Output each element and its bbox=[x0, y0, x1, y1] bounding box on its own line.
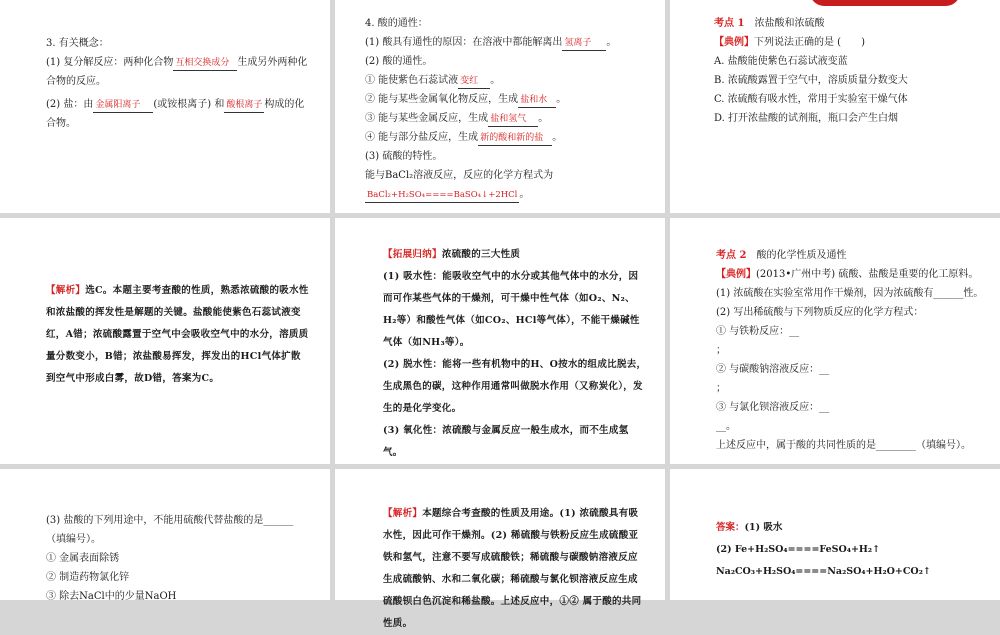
subsection-title: (2) 酸的通性。 bbox=[365, 56, 433, 67]
answer-blank: 金属阳离子 bbox=[93, 99, 153, 113]
concept-2-text: (2) 盐：由 bbox=[46, 99, 94, 110]
concept-1-cont: 合物的反应。 bbox=[46, 76, 106, 87]
exam-point-header bbox=[714, 14, 992, 33]
slide-concepts bbox=[0, 0, 330, 213]
analysis-paragraph bbox=[383, 503, 647, 635]
subsection-title-2: (3) 硫酸的特性。 bbox=[365, 151, 443, 162]
example-question bbox=[714, 33, 992, 52]
equation-line: BaCl₂+H₂SO₄====BaSO₄↓+2HCl 。 bbox=[365, 185, 657, 204]
extension-header bbox=[383, 244, 647, 266]
answer-blank: 盐和水 bbox=[518, 94, 556, 108]
exam-point-heading: 浓盐酸和浓硫酸 bbox=[754, 18, 825, 29]
slide-answers bbox=[670, 469, 1000, 600]
option-c: C. 浓硫酸有吸水性，常用于实验室干燥气体 bbox=[714, 94, 908, 105]
analysis-label: 【解析】 bbox=[46, 285, 86, 296]
extension-label: 【拓展归纳】 bbox=[383, 249, 442, 260]
slide-exam-point-1 bbox=[670, 0, 1000, 213]
slide-analysis-2 bbox=[335, 469, 665, 629]
property-3: ③ 能与某些金属反应，生成 盐和氢气 。 bbox=[365, 109, 657, 128]
slide-extension bbox=[335, 218, 665, 464]
answer-blank: 变红 bbox=[458, 75, 490, 89]
exam-point-tag: 考点 2 bbox=[716, 250, 747, 261]
answer-2: (2) Fe+H₂SO₄====FeSO₄+H₂↑ bbox=[716, 544, 881, 555]
option-b: B. 浓硫酸露置于空气中，溶质质量分数变大 bbox=[714, 75, 908, 86]
answer-blank: 酸根离子 bbox=[224, 99, 264, 113]
reason-line: (1) 酸具有通性的原因：在溶液中都能解离出 氢离子 。 bbox=[365, 33, 657, 52]
question-3-text: (3) 盐酸的下列用途中，不能用硫酸代替盐酸的是______ bbox=[46, 515, 294, 526]
option-d: D. 打开浓盐酸的试剂瓶，瓶口会产生白烟 bbox=[714, 113, 899, 124]
question-3-hint: （填编号）。 bbox=[46, 534, 101, 545]
property-1-text: ① 能使紫色石蕊试液 bbox=[365, 75, 459, 86]
concept-2-cont: 合物。 bbox=[46, 118, 76, 129]
question-1: (1) 浓硫酸在实验室常用作干燥剂，因为浓硫酸有______性。 bbox=[716, 288, 984, 299]
separator-1: ； bbox=[716, 345, 726, 356]
question-text: (2013•广州中考) 硫酸、盐酸是重要的化工原料。 bbox=[756, 269, 979, 280]
concept-2-text-b: (或铵根离子) 和 bbox=[153, 99, 225, 110]
question-text: 下列说法正确的是 ( ) bbox=[754, 37, 865, 48]
property-4-text: ④ 能与部分盐反应，生成 bbox=[365, 132, 479, 143]
concepts-title: 3. 有关概念： bbox=[46, 38, 109, 49]
answer-1: (1) 吸水 bbox=[744, 522, 783, 533]
slide-exam-point-2 bbox=[670, 218, 1000, 464]
option-a: A. 盐酸能使紫色石蕊试液变蓝 bbox=[714, 56, 848, 67]
question-3-block bbox=[46, 511, 322, 606]
extension-block bbox=[383, 244, 647, 464]
analysis-text: 选C。本题主要考查酸的性质，熟悉浓硫酸的吸水性和浓盐酸的挥发性是解题的关键。盐酸能使紫色石蕊试液变红，A错；浓硫酸露置于空气中会吸收空气中的水分，溶质质量分数变小，B错；浓盐酸易挥发，挥发出的HCl气体扩散到空气中形成白雾，故D错，答案为C。 bbox=[46, 285, 309, 384]
extension-heading: 浓硫酸的三大性质 bbox=[441, 249, 521, 260]
acid-properties-block bbox=[365, 14, 657, 204]
answer-blank: 盐和氢气 bbox=[488, 113, 538, 127]
example-label: 【典例】 bbox=[716, 269, 756, 280]
concept-1 bbox=[46, 53, 322, 72]
concept-1-text: (1) 复分解反应：两种化合物 bbox=[46, 57, 174, 68]
equation-prompt: 能与BaCl₂溶液反应，反应的化学方程式为 bbox=[365, 170, 554, 181]
question-2c: ③ 与氯化钡溶液反应：__ bbox=[716, 402, 830, 413]
option-2: ② 制造药物氯化锌 bbox=[46, 572, 130, 583]
concepts-block bbox=[46, 34, 322, 133]
extension-p3: (3) 氧化性：浓硫酸与金属反应一般生成水，而不生成氢气。 bbox=[383, 425, 629, 458]
exam-point-tag: 考点 1 bbox=[714, 18, 745, 29]
exam-point-1-block bbox=[714, 14, 992, 128]
answer-blank: 新的酸和新的盐 bbox=[478, 132, 552, 146]
property-2-text: ② 能与某些金属氧化物反应，生成 bbox=[365, 94, 519, 105]
extension-p1: (1) 吸水性：能吸收空气中的水分或其他气体中的水分，因而可作某些气体的干燥剂，可干燥中性气体（如O₂、N₂、H₂等）和酸性气体（如CO₂、HCl等气体），不能干燥碱性气体（如NH₃等）。 bbox=[383, 271, 640, 348]
concept-2-text-c: 构成的化 bbox=[264, 99, 305, 110]
answer-blank: BaCl₂+H₂SO₄====BaSO₄↓+2HCl bbox=[365, 189, 519, 203]
decorative-arc bbox=[810, 0, 960, 6]
question-2a: ① 与铁粉反应：__ bbox=[716, 326, 800, 337]
extension-p2: (2) 脱水性：能将一些有机物中的H、O按水的组成比脱去，生成黑色的碳，这种作用通常叫做脱水作用（又称炭化），发生的是化学变化。 bbox=[383, 359, 647, 414]
separator-2: ； bbox=[716, 383, 726, 394]
concept-2 bbox=[46, 95, 322, 114]
question-2: (2) 写出稀硫酸与下列物质反应的化学方程式： bbox=[716, 307, 924, 318]
slide-question-3 bbox=[0, 469, 330, 600]
example-label: 【典例】 bbox=[714, 37, 754, 48]
answer-line-1 bbox=[716, 517, 992, 539]
slide-analysis-1 bbox=[0, 218, 330, 464]
question-2c-end: __。 bbox=[716, 421, 736, 432]
answer-label: 答案： bbox=[716, 522, 745, 533]
analysis-text: 本题综合考查酸的性质及用途。(1) 浓硫酸具有吸水性，因此可作干燥剂。(2) 稀硫酸与铁粉反应生成硫酸亚铁和氢气，注意不要写成硫酸铁；稀硫酸与碳酸钠溶液反应生成硫酸钠、水和二氧化碳；稀硫酸与氯化钡溶液反应生成硫酸钡白色沉淀和稀盐酸。上述反应中，①② 属于酸的共同性质。 bbox=[383, 508, 642, 629]
answer-3: Na₂CO₃+H₂SO₄====Na₂SO₄+H₂O+CO₂↑ bbox=[716, 566, 931, 577]
analysis-label: 【解析】 bbox=[383, 508, 423, 519]
section-title: 4. 酸的通性： bbox=[365, 18, 428, 29]
reason-text: (1) 酸具有通性的原因：在溶液中都能解离出 bbox=[365, 37, 563, 48]
answers-block bbox=[716, 517, 992, 583]
slide-acid-properties bbox=[335, 0, 665, 213]
answer-blank: 互相交换成分 bbox=[173, 57, 237, 71]
question-3: 上述反应中，属于酸的共同性质的是________（填编号）。 bbox=[716, 440, 971, 451]
concept-1-text-b: 生成另外两种化 bbox=[237, 57, 308, 68]
example-question bbox=[716, 265, 992, 284]
analysis-paragraph bbox=[46, 280, 310, 390]
exam-point-heading: 酸的化学性质及通性 bbox=[756, 250, 847, 261]
option-1: ① 金属表面除锈 bbox=[46, 553, 120, 564]
property-4: ④ 能与部分盐反应，生成 新的酸和新的盐 。 bbox=[365, 128, 657, 147]
property-2: ② 能与某些金属氧化物反应，生成 盐和水 。 bbox=[365, 90, 657, 109]
exam-point-header bbox=[716, 246, 992, 265]
answer-blank: 氢离子 bbox=[562, 37, 606, 51]
property-3-text: ③ 能与某些金属反应，生成 bbox=[365, 113, 489, 124]
option-3: ③ 除去NaCl中的少量NaOH bbox=[46, 591, 177, 602]
exam-point-2-block bbox=[716, 246, 992, 455]
question-2b: ② 与碳酸钠溶液反应：__ bbox=[716, 364, 830, 375]
property-1: ① 能使紫色石蕊试液 变红 。 bbox=[365, 71, 657, 90]
